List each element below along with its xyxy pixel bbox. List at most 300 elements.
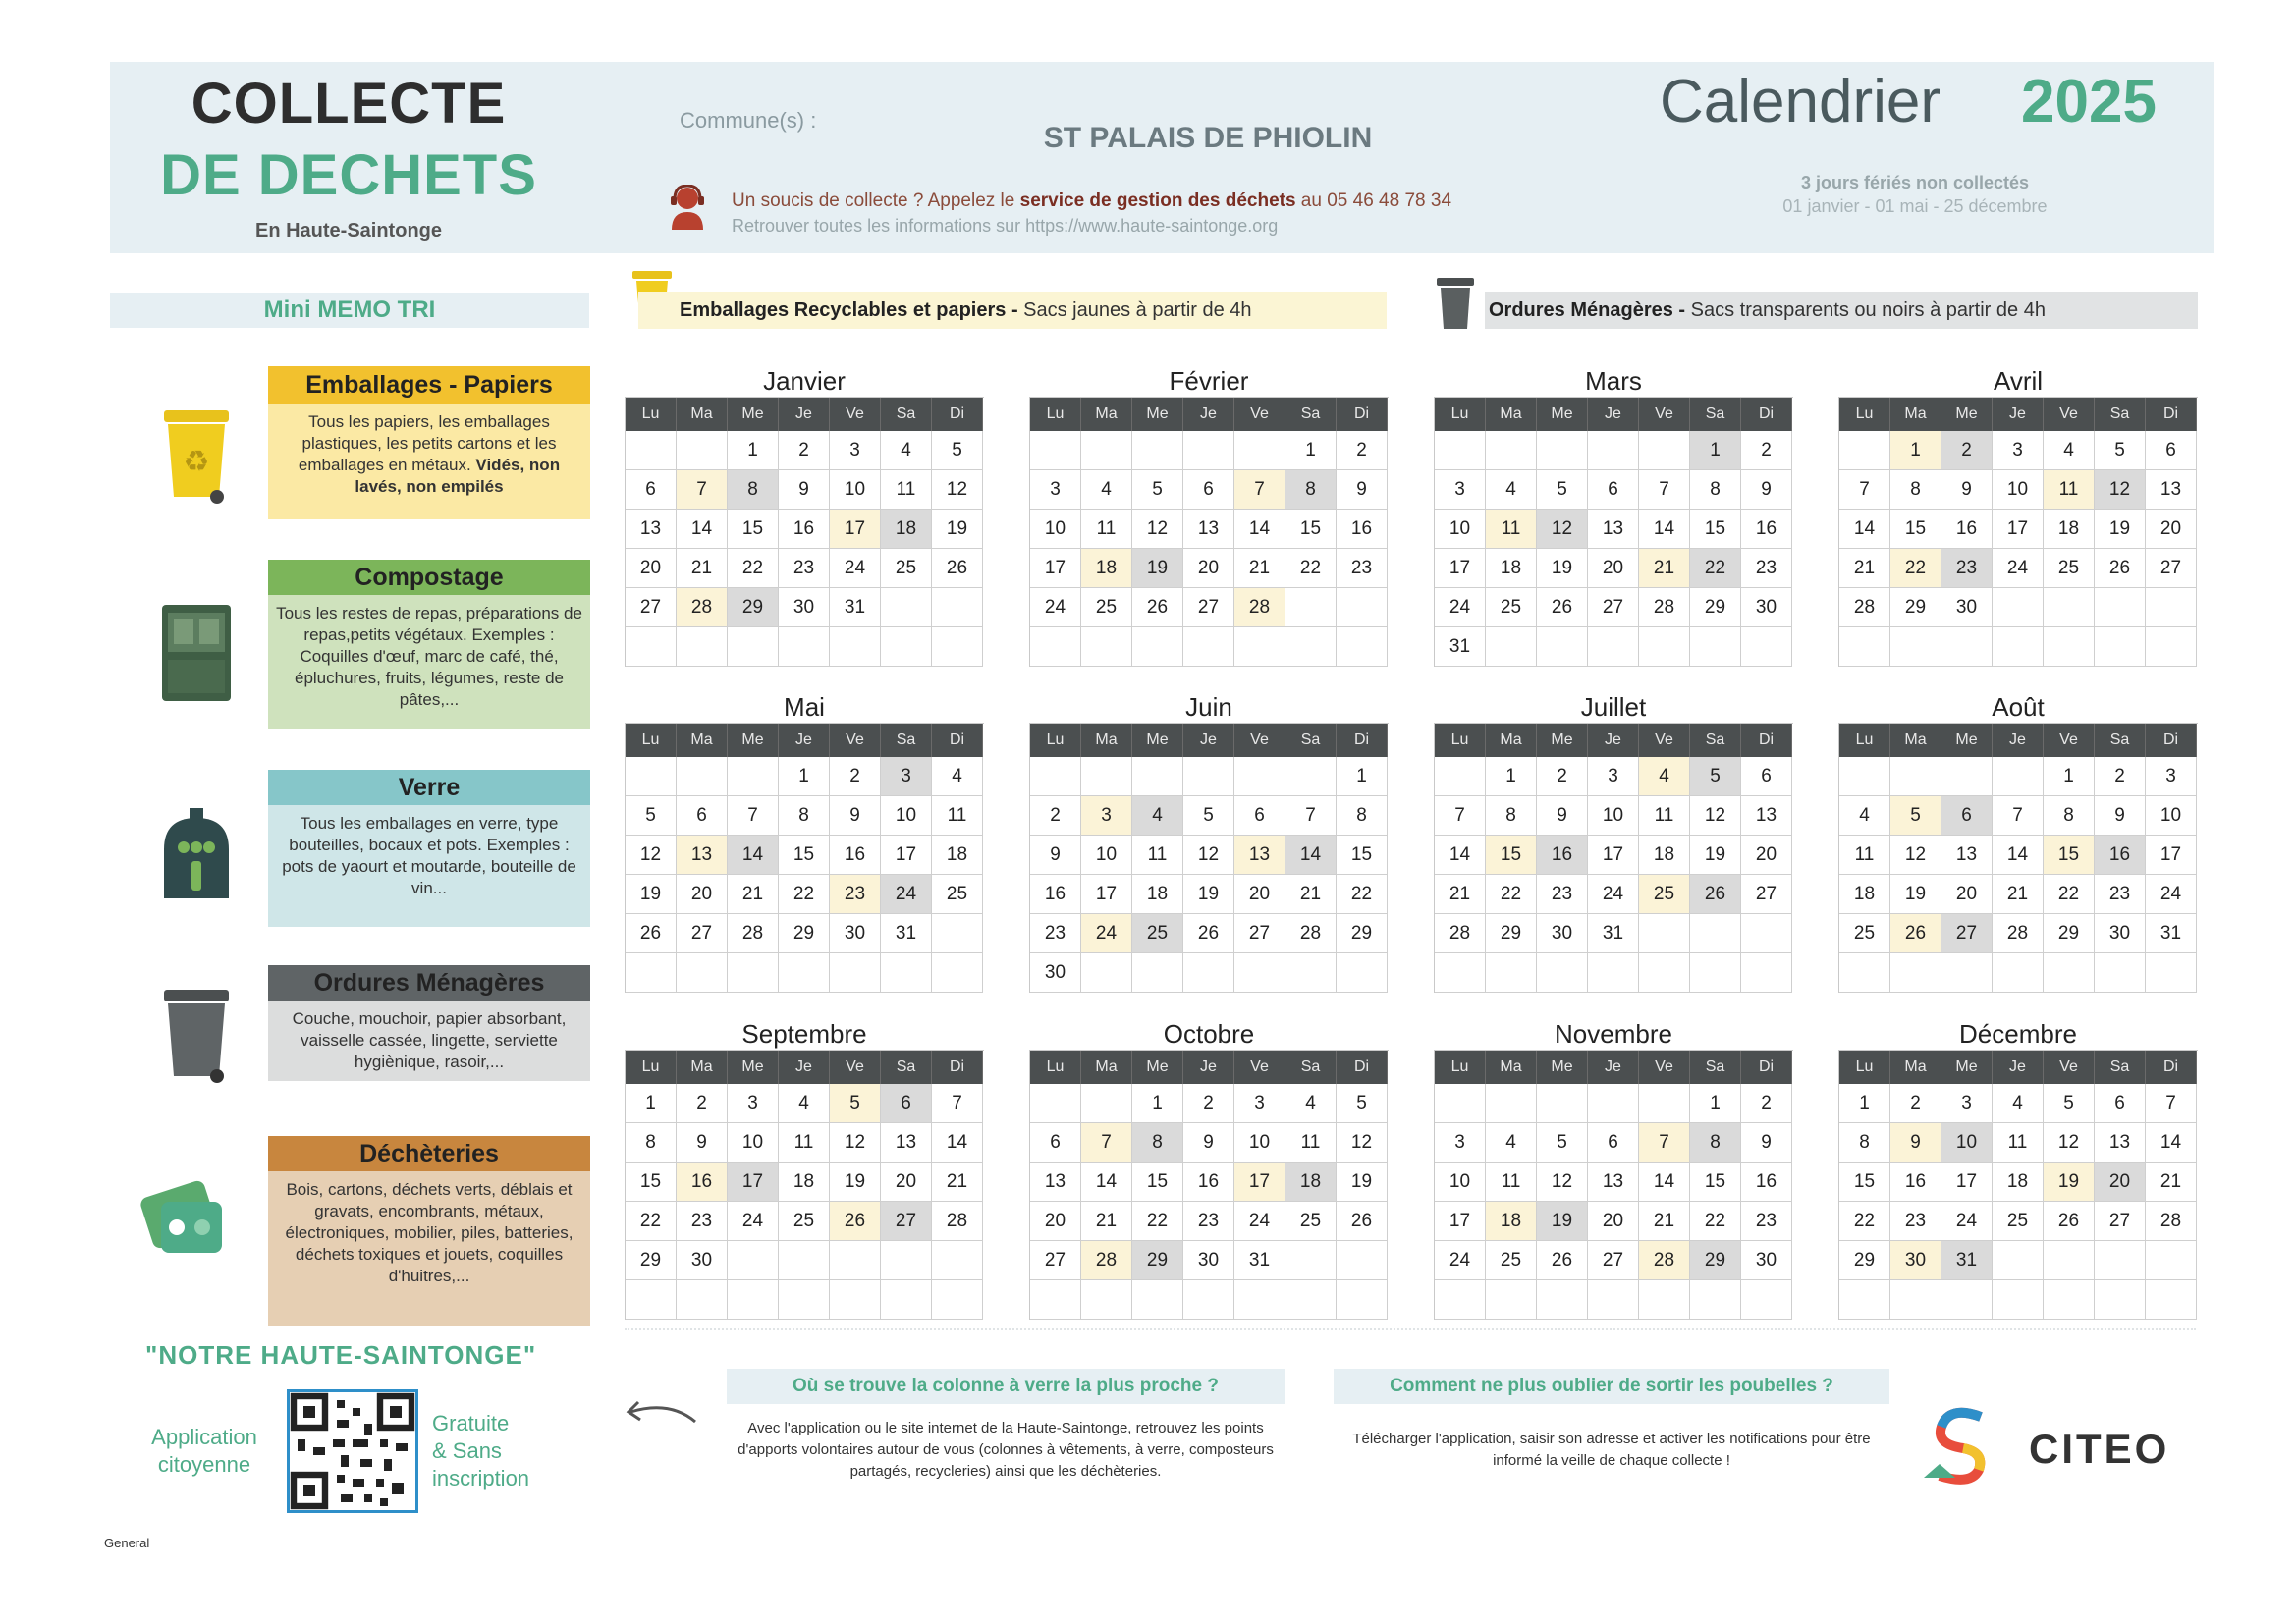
day-cell: 5: [2095, 431, 2146, 470]
day-cell: 17: [1941, 1163, 1993, 1202]
day-cell: 14: [932, 1123, 983, 1163]
day-cell: 16: [1030, 875, 1081, 914]
day-cell: 19: [1690, 836, 1741, 875]
day-cell: 4: [1639, 757, 1690, 796]
empty-day-cell: [1588, 953, 1639, 993]
empty-day-cell: [1890, 757, 1941, 796]
day-cell: 30: [1890, 1241, 1941, 1280]
day-cell: 16: [1941, 510, 1993, 549]
empty-day-cell: [2095, 1280, 2146, 1320]
day-cell: 10: [1993, 470, 2044, 510]
day-cell: 10: [1588, 796, 1639, 836]
day-cell: 3: [1588, 757, 1639, 796]
day-cell: 16: [1183, 1163, 1234, 1202]
qr-code-icon: [290, 1392, 415, 1510]
day-cell: 4: [881, 431, 932, 470]
empty-day-cell: [1993, 1241, 2044, 1280]
empty-day-cell: [1183, 757, 1234, 796]
day-cell: 23: [1337, 549, 1388, 588]
day-cell: 9: [1890, 1123, 1941, 1163]
empty-day-cell: [1081, 431, 1132, 470]
empty-day-cell: [1690, 953, 1741, 993]
commune-value: ST PALAIS DE PHIOLIN: [1043, 122, 1373, 154]
day-cell: 25: [1486, 588, 1537, 627]
day-cell: 27: [1234, 914, 1285, 953]
empty-day-cell: [1993, 1280, 2044, 1320]
legend-yellow: Emballages Recyclables et papiers - Sacs jaunes à partir de 4h: [638, 292, 1387, 329]
month-name: Mars: [1585, 366, 1642, 396]
day-cell: 18: [1285, 1163, 1337, 1202]
weekday-header: Ma: [1486, 1051, 1537, 1084]
calendar-word: Calendrier: [1660, 68, 1941, 135]
day-cell: 14: [1234, 510, 1285, 549]
day-cell: 12: [1132, 510, 1183, 549]
day-cell: 27: [1941, 914, 1993, 953]
day-cell: 22: [728, 549, 779, 588]
day-cell: 8: [626, 1123, 677, 1163]
weekday-header: Je: [1183, 1051, 1234, 1084]
day-cell: 22: [1839, 1202, 1890, 1241]
empty-day-cell: [1234, 1280, 1285, 1320]
day-cell: 13: [677, 836, 728, 875]
day-cell: 15: [2044, 836, 2095, 875]
day-cell: 24: [1435, 1241, 1486, 1280]
day-cell: 14: [1285, 836, 1337, 875]
day-cell: 19: [1890, 875, 1941, 914]
day-cell: 1: [1132, 1084, 1183, 1123]
day-cell: 22: [1690, 549, 1741, 588]
day-cell: 3: [2146, 757, 2197, 796]
day-cell: 3: [728, 1084, 779, 1123]
day-cell: 12: [1337, 1123, 1388, 1163]
empty-day-cell: [1890, 1280, 1941, 1320]
day-cell: 19: [1183, 875, 1234, 914]
month-name: Janvier: [763, 366, 846, 396]
month-name: Mai: [784, 692, 825, 722]
day-cell: 30: [677, 1241, 728, 1280]
empty-day-cell: [779, 1280, 830, 1320]
weekday-header: Sa: [2095, 724, 2146, 757]
empty-day-cell: [1030, 1084, 1081, 1123]
day-cell: 29: [1486, 914, 1537, 953]
weekday-header: Ma: [1890, 1051, 1941, 1084]
weekday-header: Sa: [881, 1051, 932, 1084]
weekday-header: Lu: [626, 724, 677, 757]
memo-card-text: Couche, mouchoir, papier absorbant, vaisselle cassée, lingette, serviette hygiènique, rasoir,...: [268, 1001, 590, 1081]
empty-day-cell: [1081, 627, 1132, 667]
day-cell: 25: [1285, 1202, 1337, 1241]
empty-day-cell: [1183, 1280, 1234, 1320]
day-cell: 2: [677, 1084, 728, 1123]
empty-day-cell: [1486, 1084, 1537, 1123]
day-cell: 15: [728, 510, 779, 549]
empty-day-cell: [830, 627, 881, 667]
day-cell: 29: [2044, 914, 2095, 953]
day-cell: 7: [932, 1084, 983, 1123]
day-cell: 29: [626, 1241, 677, 1280]
day-cell: 3: [830, 431, 881, 470]
empty-day-cell: [1588, 1084, 1639, 1123]
day-cell: 25: [881, 549, 932, 588]
day-cell: 16: [1537, 836, 1588, 875]
day-cell: 12: [626, 836, 677, 875]
empty-day-cell: [1993, 953, 2044, 993]
day-cell: 10: [728, 1123, 779, 1163]
day-cell: 18: [1839, 875, 1890, 914]
day-cell: 13: [1741, 796, 1792, 836]
day-cell: 9: [1030, 836, 1081, 875]
day-cell: 7: [2146, 1084, 2197, 1123]
empty-day-cell: [1132, 1280, 1183, 1320]
empty-day-cell: [1690, 1280, 1741, 1320]
weekday-header: Lu: [626, 1051, 677, 1084]
weekday-header: Me: [728, 724, 779, 757]
empty-day-cell: [1486, 1280, 1537, 1320]
month-name: Novembre: [1555, 1019, 1672, 1049]
day-cell: 4: [1993, 1084, 2044, 1123]
day-cell: 2: [1537, 757, 1588, 796]
day-cell: 5: [1132, 470, 1183, 510]
day-cell: 19: [1337, 1163, 1388, 1202]
month-name: Juin: [1185, 692, 1232, 722]
empty-day-cell: [728, 1241, 779, 1280]
day-cell: 19: [1537, 549, 1588, 588]
day-cell: 12: [1537, 1163, 1588, 1202]
day-cell: 19: [2044, 1163, 2095, 1202]
day-cell: 17: [881, 836, 932, 875]
memo-card-text: Bois, cartons, déchets verts, déblais et gravats, encombrants, métaux, électroniques, mobilier, piles, batteries, déchets toxiques et jouets, coquilles d'huitres,...: [268, 1171, 590, 1326]
day-cell: 30: [2095, 914, 2146, 953]
day-cell: 17: [1030, 549, 1081, 588]
day-cell: 2: [1741, 431, 1792, 470]
day-cell: 12: [1890, 836, 1941, 875]
empty-day-cell: [1435, 953, 1486, 993]
empty-day-cell: [1839, 627, 1890, 667]
empty-day-cell: [626, 757, 677, 796]
empty-day-cell: [2095, 588, 2146, 627]
day-cell: 18: [779, 1163, 830, 1202]
day-cell: 29: [1690, 588, 1741, 627]
day-cell: 14: [2146, 1123, 2197, 1163]
empty-day-cell: [626, 431, 677, 470]
day-cell: 25: [1993, 1202, 2044, 1241]
day-cell: 30: [1941, 588, 1993, 627]
day-cell: 3: [1941, 1084, 1993, 1123]
day-cell: 16: [677, 1163, 728, 1202]
day-cell: 3: [1030, 470, 1081, 510]
weekday-header: Lu: [626, 398, 677, 431]
weekday-header: Ma: [1486, 398, 1537, 431]
day-cell: 29: [1890, 588, 1941, 627]
day-cell: 10: [1941, 1123, 1993, 1163]
day-cell: 13: [881, 1123, 932, 1163]
weekday-header: Di: [1741, 724, 1792, 757]
empty-day-cell: [779, 953, 830, 993]
day-cell: 3: [881, 757, 932, 796]
weekday-header: Ma: [1486, 724, 1537, 757]
day-cell: 28: [1081, 1241, 1132, 1280]
month-grid: [1029, 723, 1389, 993]
empty-day-cell: [728, 627, 779, 667]
day-cell: 17: [1588, 836, 1639, 875]
day-cell: 31: [1588, 914, 1639, 953]
day-cell: 12: [1690, 796, 1741, 836]
empty-day-cell: [1183, 627, 1234, 667]
empty-day-cell: [1741, 953, 1792, 993]
day-cell: 25: [1081, 588, 1132, 627]
empty-day-cell: [1081, 757, 1132, 796]
day-cell: 19: [830, 1163, 881, 1202]
month-grid: [1029, 1050, 1389, 1320]
yellow-bin-icon: [152, 403, 241, 511]
day-cell: 1: [626, 1084, 677, 1123]
day-cell: 24: [2146, 875, 2197, 914]
day-cell: 28: [932, 1202, 983, 1241]
question-colonne-text: Avec l'application ou le site internet de la Haute-Saintonge, retrouvez les points d'apports volontaires autour de vous (colonnes à vêtements, à verre, composteurs partagés, recycleries) ainsi que les déchèteries.: [738, 1420, 1274, 1480]
day-cell: 7: [677, 470, 728, 510]
day-cell: 15: [1337, 836, 1388, 875]
composter-icon: [152, 599, 241, 707]
weekday-header: Ve: [830, 724, 881, 757]
day-cell: 17: [830, 510, 881, 549]
day-cell: 24: [1234, 1202, 1285, 1241]
weekday-header: Ma: [1081, 1051, 1132, 1084]
weekday-header: Ve: [1234, 724, 1285, 757]
empty-day-cell: [1285, 1280, 1337, 1320]
day-cell: 20: [2146, 510, 2197, 549]
day-cell: 13: [1588, 1163, 1639, 1202]
support-line-2[interactable]: Retrouver toutes les informations sur https://www.haute-saintonge.org: [732, 216, 1279, 236]
empty-day-cell: [2146, 953, 2197, 993]
month-name: Août: [1992, 692, 2045, 722]
feries-title: 3 jours fériés non collectés: [1800, 173, 2030, 192]
empty-day-cell: [1639, 914, 1690, 953]
day-cell: 4: [1081, 470, 1132, 510]
empty-day-cell: [1285, 588, 1337, 627]
day-cell: 13: [626, 510, 677, 549]
day-cell: 26: [1537, 1241, 1588, 1280]
day-cell: 5: [626, 796, 677, 836]
day-cell: 27: [2095, 1202, 2146, 1241]
day-cell: 18: [881, 510, 932, 549]
day-cell: 22: [1285, 549, 1337, 588]
empty-day-cell: [2044, 588, 2095, 627]
day-cell: 6: [626, 470, 677, 510]
day-cell: 26: [2044, 1202, 2095, 1241]
day-cell: 30: [1030, 953, 1081, 993]
day-cell: 24: [1081, 914, 1132, 953]
day-cell: 12: [932, 470, 983, 510]
empty-day-cell: [2044, 627, 2095, 667]
weekday-header: Di: [932, 398, 983, 431]
weekday-header: Di: [1337, 398, 1388, 431]
day-cell: 16: [1337, 510, 1388, 549]
day-cell: 6: [2146, 431, 2197, 470]
day-cell: 24: [1993, 549, 2044, 588]
day-cell: 5: [1690, 757, 1741, 796]
day-cell: 7: [1639, 470, 1690, 510]
day-cell: 13: [2095, 1123, 2146, 1163]
month-name: Avril: [1993, 366, 2044, 396]
weekday-header: Di: [932, 1051, 983, 1084]
legend-grey: Ordures Ménagères - Sacs transparents ou noirs à partir de 4h: [1485, 292, 2198, 329]
free-label: Gratuite & Sans inscription: [432, 1411, 530, 1490]
weekday-header: Sa: [1690, 724, 1741, 757]
empty-day-cell: [1537, 627, 1588, 667]
empty-day-cell: [1234, 627, 1285, 667]
day-cell: 8: [779, 796, 830, 836]
day-cell: 16: [1741, 1163, 1792, 1202]
empty-day-cell: [881, 1241, 932, 1280]
weekday-header: Lu: [1030, 724, 1081, 757]
day-cell: 6: [1588, 470, 1639, 510]
day-cell: 8: [1690, 1123, 1741, 1163]
day-cell: 23: [830, 875, 881, 914]
day-cell: 18: [1639, 836, 1690, 875]
weekday-header: Ve: [830, 1051, 881, 1084]
day-cell: 10: [1030, 510, 1081, 549]
day-cell: 26: [830, 1202, 881, 1241]
day-cell: 27: [2146, 549, 2197, 588]
empty-day-cell: [1234, 953, 1285, 993]
day-cell: 23: [1537, 875, 1588, 914]
weekday-header: Di: [2146, 724, 2197, 757]
month-calendar: [625, 1018, 984, 1320]
day-cell: 20: [626, 549, 677, 588]
weekday-header: Ma: [1890, 724, 1941, 757]
empty-day-cell: [1285, 1241, 1337, 1280]
day-cell: 26: [2095, 549, 2146, 588]
day-cell: 7: [1839, 470, 1890, 510]
empty-day-cell: [830, 1241, 881, 1280]
qr-code[interactable]: [287, 1389, 418, 1513]
day-cell: 6: [1941, 796, 1993, 836]
day-cell: 26: [1183, 914, 1234, 953]
day-cell: 18: [1993, 1163, 2044, 1202]
day-cell: 9: [1741, 1123, 1792, 1163]
day-cell: 1: [1690, 1084, 1741, 1123]
day-cell: 8: [1132, 1123, 1183, 1163]
empty-day-cell: [2146, 627, 2197, 667]
day-cell: 24: [1941, 1202, 1993, 1241]
weekday-header: Lu: [1435, 724, 1486, 757]
day-cell: 21: [677, 549, 728, 588]
day-cell: 28: [1839, 588, 1890, 627]
day-cell: 8: [1337, 796, 1388, 836]
day-cell: 13: [1234, 836, 1285, 875]
day-cell: 22: [1132, 1202, 1183, 1241]
weekday-header: Sa: [1690, 398, 1741, 431]
day-cell: 8: [1285, 470, 1337, 510]
weekday-header: Me: [1941, 724, 1993, 757]
weekday-header: Me: [1537, 398, 1588, 431]
dechetterie-card-icon: [137, 1166, 226, 1274]
empty-day-cell: [1435, 431, 1486, 470]
empty-day-cell: [2044, 953, 2095, 993]
memo-card-title: Déchèteries: [268, 1136, 590, 1171]
memo-card-title: Compostage: [268, 560, 590, 595]
day-cell: 17: [2146, 836, 2197, 875]
day-cell: 27: [881, 1202, 932, 1241]
day-cell: 6: [1183, 470, 1234, 510]
day-cell: 14: [1839, 510, 1890, 549]
day-cell: 21: [1639, 549, 1690, 588]
empty-day-cell: [1639, 953, 1690, 993]
weekday-header: Sa: [1690, 1051, 1741, 1084]
month-calendar: [1838, 365, 2198, 667]
month-calendar: [625, 365, 984, 667]
day-cell: 24: [830, 549, 881, 588]
day-cell: 1: [1839, 1084, 1890, 1123]
day-cell: 11: [2044, 470, 2095, 510]
day-cell: 12: [2044, 1123, 2095, 1163]
weekday-header: Lu: [1435, 1051, 1486, 1084]
month-name: Septembre: [741, 1019, 867, 1049]
weekday-header: Sa: [2095, 398, 2146, 431]
empty-day-cell: [677, 757, 728, 796]
empty-day-cell: [1839, 1280, 1890, 1320]
day-cell: 26: [1337, 1202, 1388, 1241]
haute-saintonge-logo: [1920, 1399, 2004, 1493]
day-cell: 12: [1183, 836, 1234, 875]
day-cell: 18: [1081, 549, 1132, 588]
month-grid: [625, 723, 984, 993]
empty-day-cell: [626, 1280, 677, 1320]
day-cell: 11: [1081, 510, 1132, 549]
empty-day-cell: [1588, 1280, 1639, 1320]
weekday-header: Lu: [1839, 1051, 1890, 1084]
day-cell: 7: [1639, 1123, 1690, 1163]
memo-card-title: Ordures Ménagères: [268, 965, 590, 1001]
day-cell: 20: [881, 1163, 932, 1202]
day-cell: 27: [1741, 875, 1792, 914]
question-poubelles-title: Comment ne plus oublier de sortir les poubelles ?: [1334, 1369, 1889, 1404]
empty-day-cell: [1435, 757, 1486, 796]
memo-card-title: Verre: [268, 770, 590, 805]
weekday-header: Di: [2146, 398, 2197, 431]
day-cell: 6: [677, 796, 728, 836]
day-cell: 15: [1690, 510, 1741, 549]
empty-day-cell: [1639, 627, 1690, 667]
empty-day-cell: [1486, 431, 1537, 470]
day-cell: 2: [1890, 1084, 1941, 1123]
day-cell: 16: [830, 836, 881, 875]
empty-day-cell: [1890, 953, 1941, 993]
day-cell: 28: [2146, 1202, 2197, 1241]
day-cell: 2: [1741, 1084, 1792, 1123]
day-cell: 22: [626, 1202, 677, 1241]
month-calendar: [1434, 691, 1793, 993]
day-cell: 11: [1486, 1163, 1537, 1202]
day-cell: 11: [881, 470, 932, 510]
empty-day-cell: [677, 627, 728, 667]
day-cell: 20: [1941, 875, 1993, 914]
weekday-header: Di: [932, 724, 983, 757]
day-cell: 7: [1285, 796, 1337, 836]
glass-bin-icon: [152, 800, 241, 908]
empty-day-cell: [932, 588, 983, 627]
weekday-header: Me: [1537, 1051, 1588, 1084]
weekday-header: Je: [1993, 724, 2044, 757]
empty-day-cell: [1588, 627, 1639, 667]
empty-day-cell: [1132, 757, 1183, 796]
empty-day-cell: [932, 914, 983, 953]
day-cell: 30: [1741, 1241, 1792, 1280]
day-cell: 23: [677, 1202, 728, 1241]
commune-label: Commune(s) :: [680, 108, 817, 133]
weekday-header: Me: [1941, 1051, 1993, 1084]
empty-day-cell: [1337, 1241, 1388, 1280]
